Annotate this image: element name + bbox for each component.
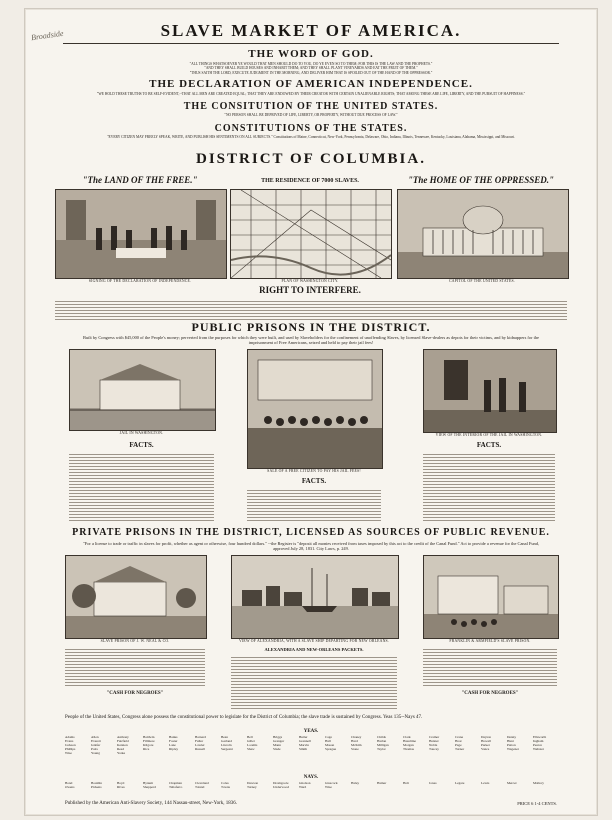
names_yeas-name: Gillet (247, 738, 255, 743)
names_nays-name: Bond (65, 781, 73, 785)
word-of-god-text: "ALL THINGS WHATSOEVER YE WOULD THAT MEN SHOULD DO TO YOU, DO YE EVEN SO TO THEM; FOR THIS IS THE LAW AND THE PROPHETS." "AND THEY SHALL BUILD HOUSES AND INHABIT THEM; AND THEY SHALL PLANT VINEYARDS AND EAT THE FRUIT OF THEM." "THUS SAITH THE LORD, EXECUTE JUDGMENT IN THE MORNING, AND DELIVER HIM THAT IS SPOILED OUT OF THE HAND OF THE OPPRESSOR." (189, 62, 433, 75)
names_nays-name: Mallory (533, 781, 544, 785)
declaration-text: "WE HOLD THESE TRUTHS TO BE SELF-EVIDENT,--THAT ALL MEN ARE CREATED EQUAL; THAT THEY ARE ENDOWED BY THEIR CREATOR WITH CERTAIN UNALIENABLE RIGHTS; THAT AMONG THESE ARE LIFE, LIBERTY, AND THE PURSUIT OF HAPPINESS." (96, 92, 526, 96)
names_nays-name: Taliaferro (169, 784, 183, 789)
names_nays-name: Bynum (143, 781, 153, 785)
facts-left-text (69, 452, 214, 522)
public-prisons-sub: Built by Congress with $45,000 of the People's money; perverted from the purposes for which they were built, and used by Slaveholders for the confinement of unoffending Slaves, by licensed Slave-dealers as depots for their victims, and by kidnappers for the imprisonment of Free Americans, seized and held to pay their jail fees! (82, 335, 539, 345)
names_yeas-name: Mann (273, 742, 281, 747)
constitution-heading: THE CONSITUTION OF THE UNITED STATES. (183, 101, 439, 112)
names_yeas-name: Pearce (533, 742, 543, 747)
names_yeas-name: Potts (91, 746, 98, 751)
names_nays-name: Dawson (247, 781, 259, 785)
petition-line: People of the United States, Congress alone possess the constitutional power to legislate for the District of Columbia; the slave trade is sustained by Congress. Yeas 135--Nays 47. (65, 715, 423, 720)
names_yeas-name: Foster (169, 738, 178, 743)
cash-for-negroes-right: "CASH FOR NEGROES" (461, 691, 519, 696)
declaration-engraving (55, 189, 227, 279)
names_nays-name: Toland (195, 784, 205, 789)
neal-prison-caption: SLAVE PRISON OF J. W. NEAL & CO. (100, 639, 170, 643)
names_yeas-name: Kennon (117, 742, 128, 747)
names_nays-name: Rives (117, 784, 125, 789)
names_yeas-name: Garland (221, 738, 232, 743)
names_nays-name: Haley (351, 781, 360, 785)
names_nays-name: Mercer (507, 781, 517, 785)
names_nays-name: Owens (65, 784, 75, 789)
names_yeas-name: Banks (169, 735, 178, 739)
names_yeas-name: Butler (299, 735, 308, 739)
names_nays-name: Lewis (481, 781, 490, 785)
names_yeas-name: Thomas (403, 746, 414, 751)
right-to-interfere-heading: RIGHT TO INTERFERE. (259, 285, 361, 295)
alexandria-caption: VIEW OF ALEXANDRIA, WITH A SLAVE SHIP DEPARTING FOR NEW ORLEANS. (239, 639, 389, 643)
alexandria-engraving (231, 555, 399, 639)
names_nays-name: Legare (455, 781, 465, 785)
packets-heading: ALEXANDRIA AND NEW-ORLEANS PACKETS. (264, 647, 364, 652)
names_yeas-name: Morgan (403, 742, 414, 747)
jail-engraving (69, 349, 216, 431)
names_nays-name: Ward (299, 784, 307, 789)
names_yeas-name: Reed (117, 746, 124, 751)
district-text-block (55, 299, 567, 321)
names_nays-name: Underwood (273, 784, 290, 789)
facts-right-text (423, 452, 555, 522)
names_nays-name: Cleveland (195, 781, 209, 785)
names_yeas-name: Webster (533, 746, 545, 751)
names_yeas-name: Ingham (533, 738, 544, 743)
names_yeas-name: Baldwin (143, 735, 155, 739)
capitol-caption: CAPITOL OF THE UNITED STATES. (449, 279, 515, 283)
names_yeas-name: Shaw (247, 746, 255, 751)
names_yeas-name: Loomis (247, 742, 258, 747)
home-oppressed-title: "The HOME OF THE OPPRESSED." (407, 175, 555, 185)
names_yeas-name: McKim (351, 742, 362, 747)
names_yeas-name: Ripley (169, 746, 179, 751)
names_yeas-name: Patton (507, 742, 516, 747)
broadside-sheet (24, 8, 598, 816)
constitution-text: "NO PERSON SHALL BE DEPRIVED OF LIFE, LIBERTY, OR PROPERTY, WITHOUT DUE PROCESS OF LAW." (224, 113, 398, 117)
jail-interior-engraving (423, 349, 557, 433)
publisher-line: Published by the American Anti-Slavery Society, 144 Nassau-street, New-York, 1836. (65, 801, 238, 806)
names_yeas-name: Evans (65, 738, 74, 743)
names_yeas-name: Turner (455, 746, 465, 751)
private-prisons-heading: PRIVATE PRISONS IN THE DISTRICT, LICENSED AS SOURCES OF PUBLIC REVENUE. (72, 527, 550, 538)
names_nays-name: Wise (325, 784, 332, 789)
names_yeas-name: Marvin (299, 742, 309, 747)
names_yeas-name: Kilgore (143, 742, 154, 747)
facts-left: FACTS. (129, 441, 154, 449)
page-title: SLAVE MARKET OF AMERICA. (160, 21, 462, 40)
names_yeas-name: Everett (91, 738, 101, 743)
names_nays-name: Turney (247, 784, 257, 789)
names_nays-name: Holt (403, 781, 410, 785)
names_nays-name: Glascock (325, 781, 338, 785)
facts-middle-text (247, 488, 381, 522)
names_nays-name: Hamer (377, 781, 387, 785)
names_yeas-name: Russell (195, 746, 205, 751)
names_nays-name: Towns (221, 784, 230, 789)
declaration-caption: SIGNING OF THE DECLARATION OF INDEPENDENCE. (88, 279, 192, 283)
declaration-heading: THE DECLARATION OF AMERICAN INDEPENDENCE. (149, 78, 473, 90)
names_nays-name: Coles (221, 781, 229, 785)
yeas-names (65, 736, 557, 756)
names_yeas-name: Grennell (299, 738, 311, 743)
word-of-god-heading: THE WORD OF GOD. (248, 48, 374, 60)
washington-plan (230, 189, 392, 279)
names_yeas-name: Phillips (65, 746, 76, 751)
land-of-free-title: "The LAND OF THE FREE." (82, 175, 198, 185)
capitol-engraving (397, 189, 569, 279)
private-prisons-sub: "For a license to trade or traffic in slaves for profit, whether as agent or otherwise, four hundred dollars." --the Register is "deposit all monies received from taxes imposed by this act to the credit of the Canal Fund." Act to provide a revenue for the Canal Fund, approved July 28, 1831. City Laws, p. 249. (82, 541, 540, 551)
residence-title: THE RESIDENCE OF 7000 SLAVES. (261, 178, 359, 184)
names_yeas-name: Mason (325, 742, 335, 747)
private-left-text (65, 647, 205, 687)
names_yeas-name: Hall (325, 738, 331, 743)
names_yeas-name: Granger (273, 738, 285, 743)
names_yeas-name: Howell (481, 738, 491, 743)
names_yeas-name: Lawler (195, 742, 205, 747)
facts-middle: FACTS. (301, 477, 327, 485)
names_yeas-name: Taylor (377, 746, 386, 751)
facts-right: FACTS. (476, 441, 502, 449)
jail-caption: JAIL IN WASHINGTON. (119, 431, 164, 435)
names_yeas-name: Sprague (325, 746, 337, 751)
district-heading: DISTRICT OF COLUMBIA. (196, 151, 426, 167)
names_yeas-name: Young (91, 750, 100, 755)
franklin-armfield-engraving (423, 555, 559, 639)
sale-engraving (247, 349, 383, 469)
names_yeas-name: Fuller (195, 738, 204, 743)
names_yeas-name: Briggs (273, 735, 283, 739)
states-heading: CONSTITUTIONS OF THE STATES. (214, 123, 408, 134)
names_yeas-name: Fillmore (143, 738, 155, 743)
price-line: PRICE 6 1-4 CENTS. (517, 801, 557, 806)
names_yeas-name: Noble (429, 742, 438, 747)
names_yeas-name: Page (455, 742, 462, 747)
names_yeas-name: Cage (325, 735, 332, 739)
names_yeas-name: Jenifer (91, 742, 101, 747)
names_yeas-name: Bean (221, 735, 228, 739)
names_yeas-name: Ellsworth (533, 735, 547, 739)
nays-names (65, 782, 557, 790)
names_yeas-name: Crane (455, 735, 464, 739)
names_yeas-name: Toucey (429, 746, 439, 751)
names_nays-name: Jones (429, 781, 437, 785)
private-middle-text (231, 655, 397, 711)
names_yeas-name: Jackson (65, 742, 76, 747)
names_yeas-name: Wise (65, 750, 72, 755)
names_nays-name: Shepperd (143, 784, 156, 789)
names_yeas-name: Clark (403, 735, 411, 739)
names_yeas-name: Harlan (377, 738, 387, 743)
names_yeas-name: Parker (481, 742, 490, 747)
names_yeas-name: Stone (351, 746, 359, 751)
names_yeas-name: Adams (65, 735, 75, 739)
plan-caption: PLAN OF WASHINGTON CITY. (281, 279, 339, 283)
names_yeas-name: Bell (247, 735, 253, 739)
nays-heading: NAYS. (303, 775, 319, 780)
names_yeas-name: Barnard (195, 735, 206, 739)
names_yeas-name: Smith (299, 746, 308, 751)
names_yeas-name: Childs (377, 735, 386, 739)
jail-interior-caption: VIEW OF THE INTERIOR OF THE JAIL IN WASHINGTON. (435, 433, 543, 437)
names_yeas-name: Slade (273, 746, 281, 751)
names_yeas-name: Milligan (377, 742, 389, 747)
names_yeas-name: Anthony (117, 735, 129, 739)
names_yeas-name: Cramer (429, 735, 440, 739)
names_yeas-name: Chaney (351, 735, 362, 739)
names_nays-name: Gholson (299, 781, 311, 785)
names_nays-name: Boyd (117, 781, 125, 785)
names_yeas-name: Denny (507, 735, 517, 739)
names_nays-name: Dromgoole (273, 781, 289, 785)
names_yeas-name: Hazeltine (403, 738, 416, 743)
sale-caption: SALE OF A FREE CITIZEN TO PAY HIS JAIL FEES! (267, 469, 361, 473)
names_yeas-name: Lane (169, 742, 176, 747)
names_yeas-name: Yorke (117, 750, 126, 755)
names_yeas-name: Fairfield (117, 738, 129, 743)
names_yeas-name: Hoar (455, 738, 462, 743)
yeas-heading: YEAS. (303, 729, 319, 734)
names_yeas-name: Vance (481, 746, 490, 751)
handwritten-note: Broadside (30, 28, 65, 43)
names_yeas-name: Heister (429, 738, 439, 743)
names_yeas-name: Hard (351, 738, 358, 743)
public-prisons-heading: PUBLIC PRISONS IN THE DISTRICT. (191, 320, 431, 334)
names_yeas-name: Wagener (507, 746, 519, 751)
states-text: "EVERY CITIZEN MAY FREELY SPEAK, WRITE, AND PUBLISH HIS SENTIMENTS ON ALL SUBJECTS." Constitutions of Maine, Connecticut, New-York, Pennsylvania, Delaware, Ohio, Indiana, Illinois, Tennessee, Kentucky, Louisiana, Alabama, Mississippi, and Missouri. (107, 135, 515, 139)
franklin-armfield-caption: FRANKLIN & ARMFIELD'S SLAVE PRISON. (449, 639, 531, 643)
neal-prison-engraving (65, 555, 207, 639)
names_yeas-name: Rice (143, 746, 150, 751)
names_nays-name: Pickens (91, 784, 102, 789)
names_yeas-name: Lincoln (221, 742, 232, 747)
names_yeas-name: Hunt (507, 738, 514, 743)
names_nays-name: Chapman (169, 781, 182, 785)
names_yeas-name: Dayton (481, 735, 491, 739)
cash-for-negroes-left: "CASH FOR NEGROES" (106, 691, 164, 696)
names_yeas-name: Sergeant (221, 746, 233, 751)
names_yeas-name: Allen (91, 735, 99, 739)
private-right-text (423, 647, 557, 687)
names_nays-name: Bouldin (91, 781, 102, 785)
